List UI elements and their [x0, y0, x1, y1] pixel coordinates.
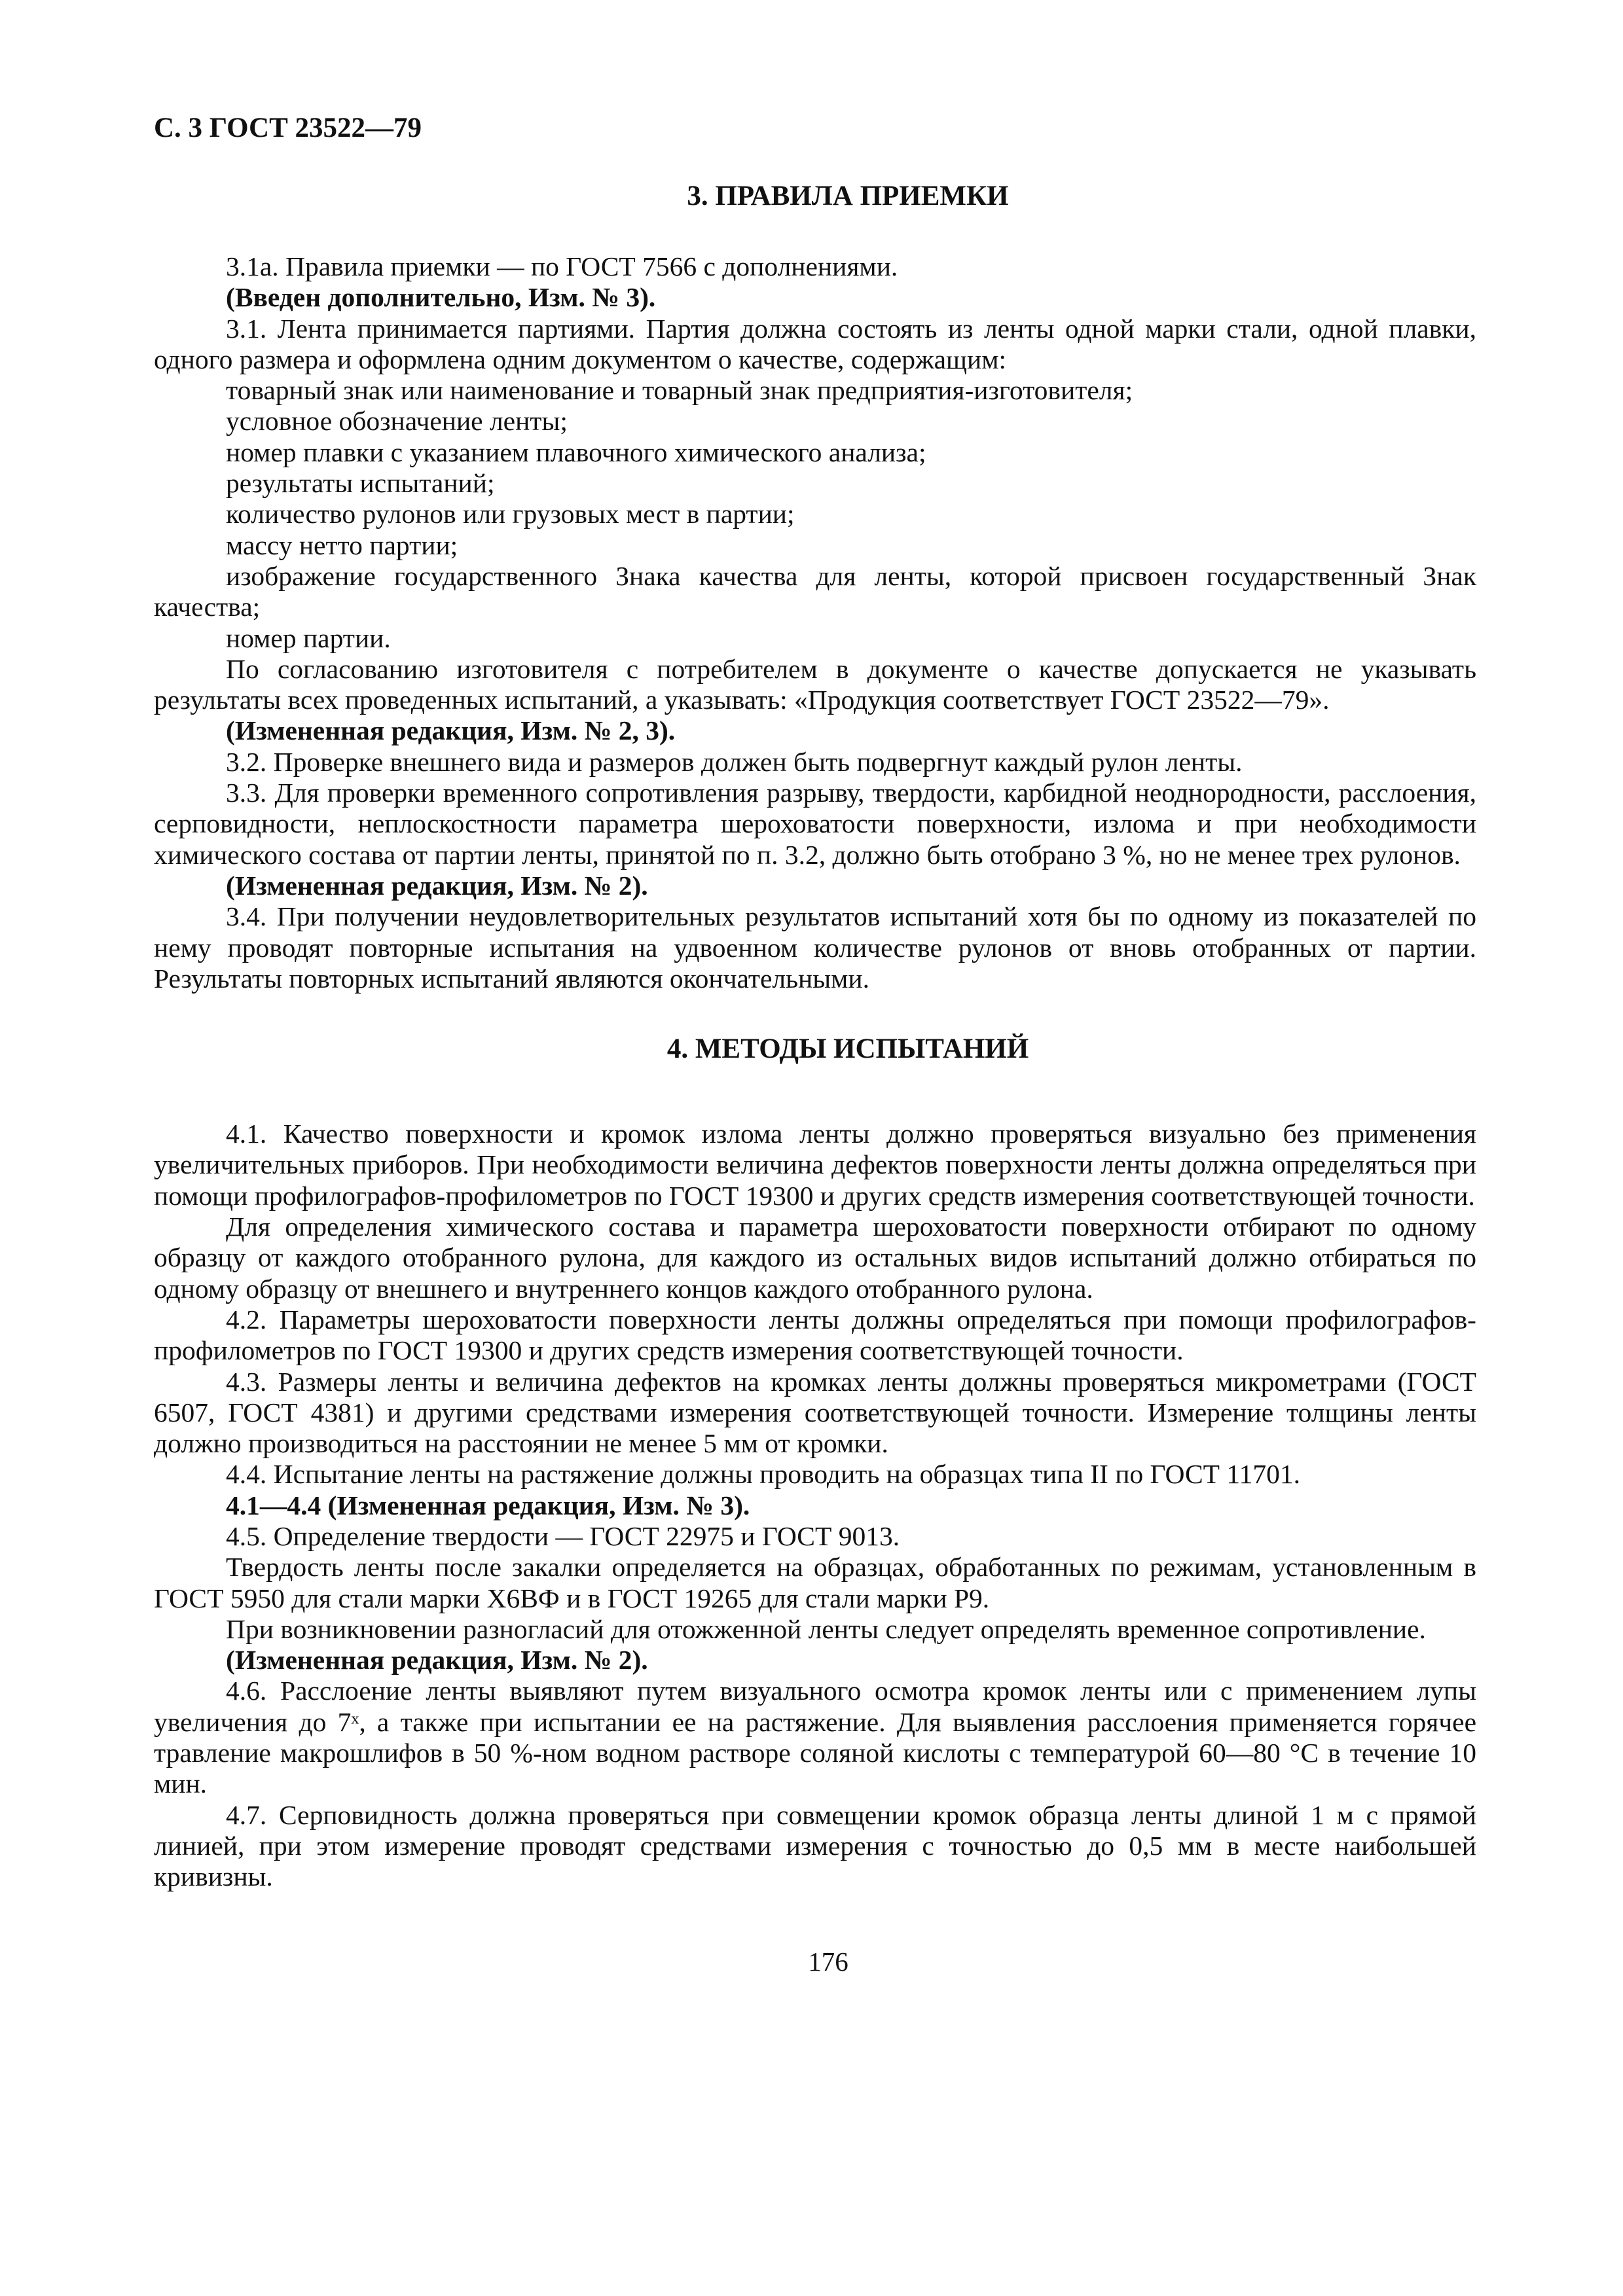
- section-body: [154, 1119, 1476, 1892]
- section-title: 3. ПРАВИЛА ПРИЕМКИ: [687, 181, 1009, 211]
- paragraph: Твердость ленты после закалки определяется на образцах, обработанных по режимам, установленным в ГОСТ 5950 для стали марки Х6ВФ и в ГОСТ 19265 для стали марки Р9.: [154, 1552, 1476, 1613]
- section-body: [154, 251, 1476, 994]
- paragraph: По согласованию изготовителя с потребителем в документе о качестве допускается не указывать результаты всех проведенных испытаний, а указывать: «Продукция соответствует ГОСТ 23522—79».: [154, 653, 1476, 715]
- paragraph: 4.3. Размеры ленты и величина дефектов на кромках ленты должны проверяться микрометрами (ГОСТ 6507, ГОСТ 4381) и другими средствами измерения соответствующей точности. Измерение толщины ленты должно производиться на расстоянии не менее 5 мм от кромки.: [154, 1366, 1476, 1459]
- paragraph: При возникновении разногласий для отожженной ленты следует определять временное сопротивление.: [226, 1613, 1426, 1644]
- amendment-note: 4.1—4.4 (Измененная редакция, Изм. № 3).: [226, 1490, 750, 1520]
- paragraph: массу нетто партии;: [226, 529, 458, 560]
- paragraph: результаты испытаний;: [226, 468, 495, 499]
- paragraph: 4.1. Качество поверхности и кромок излома ленты должно проверяться визуально без применения увеличительных приборов. При необходимости величина дефектов поверхности ленты должна определяться при помощи профилографов-профилометров по ГОСТ 19300 и других средств измерения соответствующей точности.: [154, 1119, 1476, 1211]
- paragraph: количество рулонов или грузовых мест в партии;: [226, 499, 795, 529]
- paragraph: 3.1. Лента принимается партиями. Партия должна состоять из ленты одной марки стали, одной плавки, одного размера и оформлена одним документом о качестве, содержащим:: [154, 313, 1476, 374]
- document-page: [154, 111, 1476, 1978]
- paragraph: 4.5. Определение твердости — ГОСТ 22975 и ГОСТ 9013.: [226, 1520, 900, 1551]
- paragraph: Для определения химического состава и параметра шероховатости поверхности отбирают по одному образцу от каждого отобранного рулона, для каждого из остальных видов испытаний должно отбираться по одному образцу от внешнего и внутреннего концов каждого отобранного рулона.: [154, 1211, 1476, 1304]
- amendment-note: (Измененная редакция, Изм. № 2).: [226, 870, 648, 901]
- page-header: С. 3 ГОСТ 23522—79: [154, 113, 422, 143]
- paragraph: изображение государственного Знака качества для ленты, которой присвоен государственный Знак качества;: [154, 560, 1476, 622]
- section-test-methods: [154, 1032, 1476, 1892]
- paragraph: номер плавки с указанием плавочного химического анализа;: [226, 437, 926, 467]
- paragraph: номер партии.: [226, 622, 391, 653]
- page-number: 176: [808, 1946, 848, 1977]
- paragraph: 4.2. Параметры шероховатости поверхности ленты должны определяться при помощи профилографов-профилометров по ГОСТ 19300 и других средств измерения соответствующей точности.: [154, 1304, 1476, 1366]
- paragraph: 4.4. Испытание ленты на растяжение должны проводить на образцах типа II по ГОСТ 11701.: [226, 1459, 1300, 1490]
- paragraph: 3.4. При получении неудовлетворительных результатов испытаний хотя бы по одному из показателей по нему проводят повторные испытания на удвоенном количестве рулонов от вновь отобранных от партии. Результаты повторных испытаний являются окончательными.: [154, 901, 1476, 994]
- section-acceptance-rules: [154, 179, 1476, 994]
- amendment-note: (Введен дополнительно, Изм. № 3).: [226, 282, 656, 313]
- paragraph: 3.3. Для проверки временного сопротивления разрыву, твердости, карбидной неоднородности, расслоения, серповидности, неплоскостности параметра шероховатости поверхности, излома и при необходимости химического состава от партии ленты, принятой по п. 3.2, должно быть отобрано 3 %, но не менее трех рулонов.: [154, 778, 1476, 870]
- amendment-note: (Измененная редакция, Изм. № 2).: [226, 1645, 648, 1676]
- paragraph: 3.1а. Правила приемки — по ГОСТ 7566 с дополнениями.: [226, 251, 898, 281]
- paragraph: товарный знак или наименование и товарный знак предприятия-изготовителя;: [226, 375, 1133, 406]
- section-title: 4. МЕТОДЫ ИСПЫТАНИЙ: [666, 1033, 1029, 1065]
- paragraph: 4.7. Серповидность должна проверяться при совмещении кромок образца ленты длиной 1 м с прямой линией, при этом измерение проводят средствами измерения с точностью до 0,5 мм в месте наибольшей кривизны.: [154, 1799, 1476, 1892]
- paragraph: 4.6. Расслоение ленты выявляют путем визуального осмотра кромок ленты или с применением лупы увеличения до 7ˣ, а также при испытании ее на растяжение. Для выявления расслоения применяется горячее травление макрошлифов в 50 %-ном водном растворе соляной кислоты с температурой 60—80 °С в течение 10 мин.: [154, 1676, 1476, 1799]
- paragraph: 3.2. Проверке внешнего вида и размеров должен быть подвергнут каждый рулон ленты.: [226, 746, 1243, 777]
- amendment-note: (Измененная редакция, Изм. № 2, 3).: [226, 715, 676, 746]
- paragraph: условное обозначение ленты;: [226, 406, 568, 437]
